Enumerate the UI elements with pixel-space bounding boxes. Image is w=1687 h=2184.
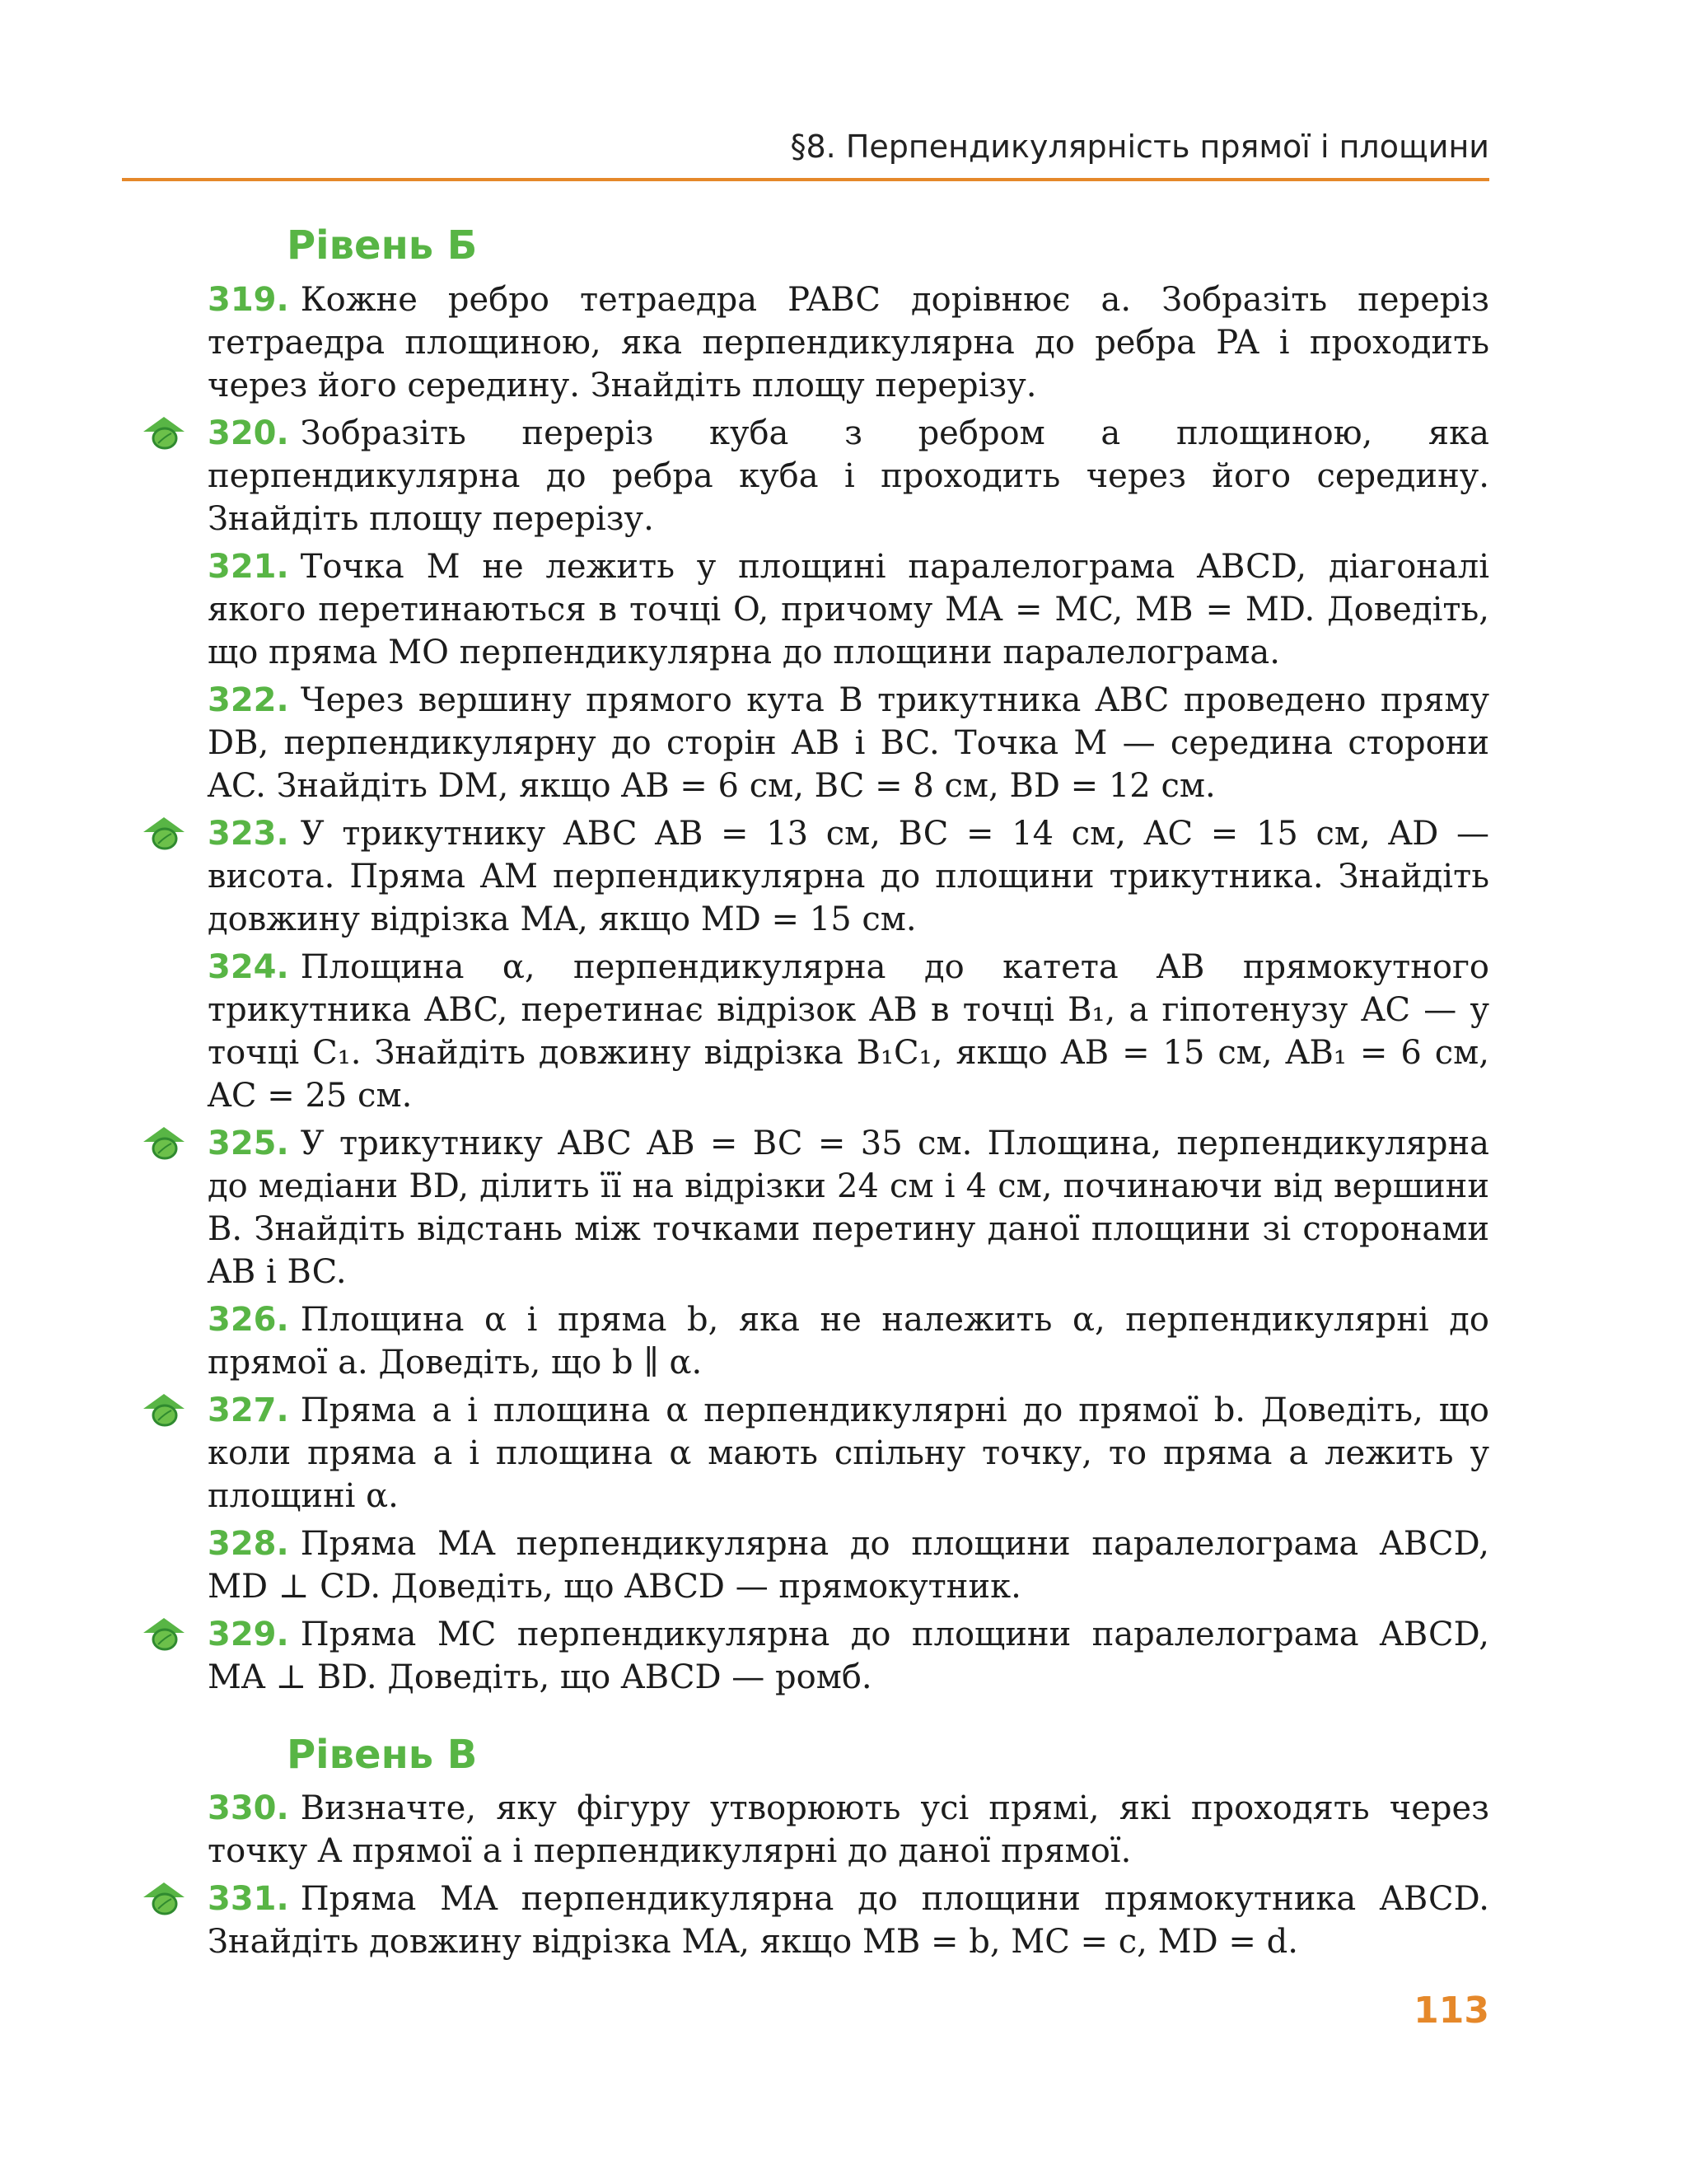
problem-text: Площина α, перпендикулярна до катета AB прямокутного трикутника ABC, перетинає відрізок AB в точці B₁, а гіпотенузу AC — у точці C₁. Знайдіть довжину відрізка B₁C₁, якщо AB = 15 см, AB₁ = 6 см, AC = 25 см. <box>208 947 1489 1115</box>
problem-320 <box>122 412 1489 540</box>
problem-number: 329. <box>208 1615 289 1653</box>
problem-text: Кожне ребро тетраедра PABC дорівнює a. Зобразіть переріз тетраедра площиною, яка перпендикулярна до ребра PA і проходить через його середину. Знайдіть площу перерізу. <box>208 280 1489 405</box>
problem-number: 326. <box>208 1300 289 1339</box>
problem-text: Пряма MA перпендикулярна до площини паралелограма ABCD, MD ⊥ CD. Доведіть, що ABCD — прямокутник. <box>208 1524 1489 1606</box>
problem-326 <box>122 1298 1489 1384</box>
problem-text: Площина α і пряма b, яка не належить α, перпендикулярні до прямої a. Доведіть, що b ∥ α. <box>208 1300 1489 1382</box>
problem-330 <box>122 1787 1489 1873</box>
level-b-heading: Рівень Б <box>287 222 478 269</box>
problem-number: 323. <box>208 814 289 853</box>
page-header <box>122 124 1489 181</box>
problem-319 <box>122 278 1489 407</box>
problem-text: Точка M не лежить у площині паралелограма ABCD, діагоналі якого перетинаються в точці O, причому MA = MC, MB = MD. Доведіть, що пряма MO перпендикулярна до площини паралелограма. <box>208 547 1489 671</box>
problem-322 <box>122 679 1489 807</box>
level-v-heading: Рівень В <box>287 1731 478 1778</box>
problem-324 <box>122 946 1489 1117</box>
green-leaf-home-icon <box>140 1616 188 1653</box>
problem-text: Пряма a і площина α перпендикулярні до прямої b. Доведіть, що коли пряма a і площина α мають спільну точку, то пряма a лежить у площині α. <box>208 1391 1489 1515</box>
problem-text: Пряма MC перпендикулярна до площини паралелограма ABCD, MA ⊥ BD. Доведіть, що ABCD — ромб. <box>208 1615 1489 1696</box>
problem-number: 328. <box>208 1524 289 1563</box>
problem-327 <box>122 1389 1489 1518</box>
problem-number: 322. <box>208 680 289 719</box>
problem-number: 325. <box>208 1124 289 1162</box>
green-leaf-home-icon <box>140 1125 188 1162</box>
problem-text: Пряма MA перпендикулярна до площини прямокутника ABCD. Знайдіть довжину відрізка MA, якщо MB = b, MC = c, MD = d. <box>208 1880 1489 1962</box>
green-leaf-home-icon <box>140 1392 188 1429</box>
page-number: 113 <box>1414 1990 1489 2032</box>
problem-number: 324. <box>208 947 289 986</box>
problem-321 <box>122 545 1489 674</box>
problem-number: 327. <box>208 1391 289 1429</box>
problem-text: Зобразіть переріз куба з ребром a площиною, яка перпендикулярна до ребра куба і проходить через його середину. Знайдіть площу перерізу. <box>208 414 1489 538</box>
problem-number: 320. <box>208 414 289 452</box>
section-title: §8. Перпендикулярність прямої і площини <box>790 129 1489 165</box>
problem-325 <box>122 1122 1489 1293</box>
problem-number: 319. <box>208 280 289 319</box>
problem-text: У трикутнику ABC AB = 13 см, BC = 14 см, AC = 15 см, AD — висота. Пряма AM перпендикулярна до площини трикутника. Знайдіть довжину відрізка MA, якщо MD = 15 см. <box>208 814 1489 938</box>
green-leaf-home-icon <box>140 1881 188 1917</box>
problem-328 <box>122 1522 1489 1608</box>
green-leaf-home-icon <box>140 415 188 451</box>
green-leaf-home-icon <box>140 816 188 852</box>
problem-text: Через вершину прямого кута B трикутника ABC проведено пряму DB, перпендикулярну до сторін AB і BC. Точка M — середина сторони AC. Знайдіть DM, якщо AB = 6 см, BC = 8 см, BD = 12 см. <box>208 680 1489 805</box>
problem-323 <box>122 812 1489 941</box>
problem-number: 331. <box>208 1880 289 1919</box>
problem-text: Визначте, яку фігуру утворюють усі прямі, які проходять через точку A прямої a і перпендикулярні до даної прямої. <box>208 1789 1489 1871</box>
problem-329 <box>122 1613 1489 1699</box>
problem-number: 321. <box>208 547 289 586</box>
page-content <box>122 222 1489 1968</box>
problem-number: 330. <box>208 1789 289 1828</box>
problem-331 <box>122 1878 1489 1963</box>
problem-text: У трикутнику ABC AB = BC = 35 см. Площина, перпендикулярна до медіани BD, ділить її на відрізки 24 см і 4 см, починаючи від вершини B. Знайдіть відстань між точками перетину даної площини зі сторонами AB і BC. <box>208 1124 1489 1291</box>
